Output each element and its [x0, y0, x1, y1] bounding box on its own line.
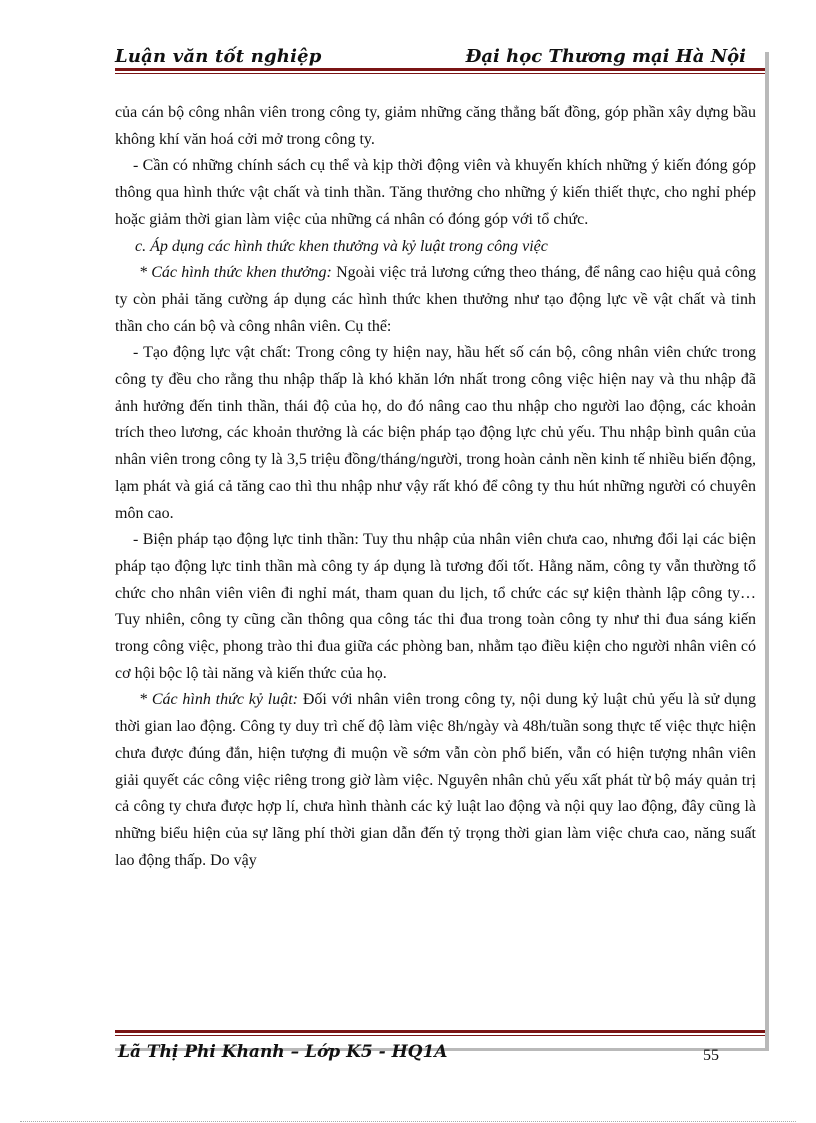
paragraph-discipline	[115, 687, 756, 874]
section-heading-c: c. Áp dụng các hình thức khen thưởng và kỷ luật trong công việc	[135, 237, 548, 255]
paragraph-material-motivation: - Tạo động lực vật chất: Trong công ty hiện nay, hầu hết số cán bộ, công nhân viên chức trong công ty đều cho rằng thu nhập thấp là khó khăn lớn nhất trong công việc hiện nay và thu nhập đã ảnh hưởng đến tinh thần, thái độ của họ, do đó nâng cao thu nhập cho người lao động, các khoản trích theo lương, các khoản thưởng là các biện pháp tạo động lực chủ yếu. Thu nhập bình quân của nhân viên trong công ty là 3,5 triệu đồng/tháng/người, trong hoàn cảnh nền kinh tế nhiều biến động, lạm phát và giá cả tăng cao thì thu nhập như vậy rất khó để công ty thu hút những người có chuyên môn cao.	[115, 344, 756, 522]
header-university-name: Đại học Thương mại Hà Nội	[465, 46, 746, 67]
header-rule-thin	[115, 73, 765, 74]
paragraph-rewards	[115, 260, 756, 340]
rewards-label: * Các hình thức khen thưởng:	[139, 264, 332, 282]
discipline-label: * Các hình thức kỷ luật:	[139, 691, 298, 709]
page-body	[115, 100, 756, 874]
footer-rule-thin	[115, 1035, 765, 1036]
page-border-shadow-right	[765, 52, 769, 1050]
paragraph-2: - Cần có những chính sách cụ thể và kịp thời động viên và khuyến khích những ý kiến đóng góp thông qua hình thức vật chất và tinh thần. Tăng thưởng cho những ý kiến thiết thực, cho nghỉ phép hoặc giảm thời gian làm việc của những cá nhân có đóng góp với tổ chức.	[115, 157, 756, 228]
discipline-text: Đối với nhân viên trong công ty, nội dung kỷ luật chủ yếu là sử dụng thời gian lao động. Công ty duy trì chế độ làm việc 8h/ngày và 48h/tuần song thực tế việc thực hiện chưa được đúng đắn, hiện tượng đi muộn về sớm vẫn còn phổ biến, vẫn có hiện tượng nhân viên giải quyết các công việc riêng trong giờ làm việc. Nguyên nhân chủ yếu xất phát từ bộ máy quản trị cả công ty chưa được hợp lí, chưa hình thành các kỷ luật lao động và nội quy lao động, đây cũng là những biểu hiện của sự lãng phí thời gian dẫn đến tỷ trọng thời gian làm việc chưa cao, năng suất lao động thấp. Do vậy	[115, 691, 756, 869]
paragraph-1: của cán bộ công nhân viên trong công ty, giảm những căng thẳng bất đồng, góp phần xây dựng bầu không khí văn hoá cởi mở trong công ty.	[115, 104, 756, 148]
header-thesis-label: Luận văn tốt nghiệp	[115, 46, 322, 67]
rewards-text: Ngoài việc trả lương cứng theo tháng, để nâng cao hiệu quả công ty còn phải tăng cường áp dụng các hình thức khen thưởng như tạo động lực về vật chất và tinh thần cho cán bộ và công nhân viên. Cụ thể:	[115, 264, 756, 335]
paragraph-spiritual-motivation: - Biện pháp tạo động lực tinh thần: Tuy thu nhập của nhân viên chưa cao, nhưng đổi lại các biện pháp tạo động lực tinh thần mà công ty áp dụng là tương đối tốt. Hằng năm, công ty vẫn thường tổ chức cho nhân viên viên đi nghỉ mát, tham quan du lịch, tổ chức các sự kiện thành lập công ty… Tuy nhiên, công ty cũng cần thông qua công tác thi đua trong toàn công ty như thi đua sáng kiến trong công việc, phong trào thi đua giữa các phòng ban, nhằm tạo điều kiện cho người nhân viên có cơ hội bộc lộ tài năng và kiến thức của họ.	[115, 531, 756, 682]
page-bottom-dotted-line	[20, 1121, 796, 1122]
page-number: 55	[703, 1047, 719, 1064]
footer-author: Lã Thị Phi Khanh – Lớp K5 - HQ1A	[118, 1042, 448, 1062]
footer-rule-thick	[115, 1030, 765, 1033]
header-rule-thick	[115, 68, 765, 71]
